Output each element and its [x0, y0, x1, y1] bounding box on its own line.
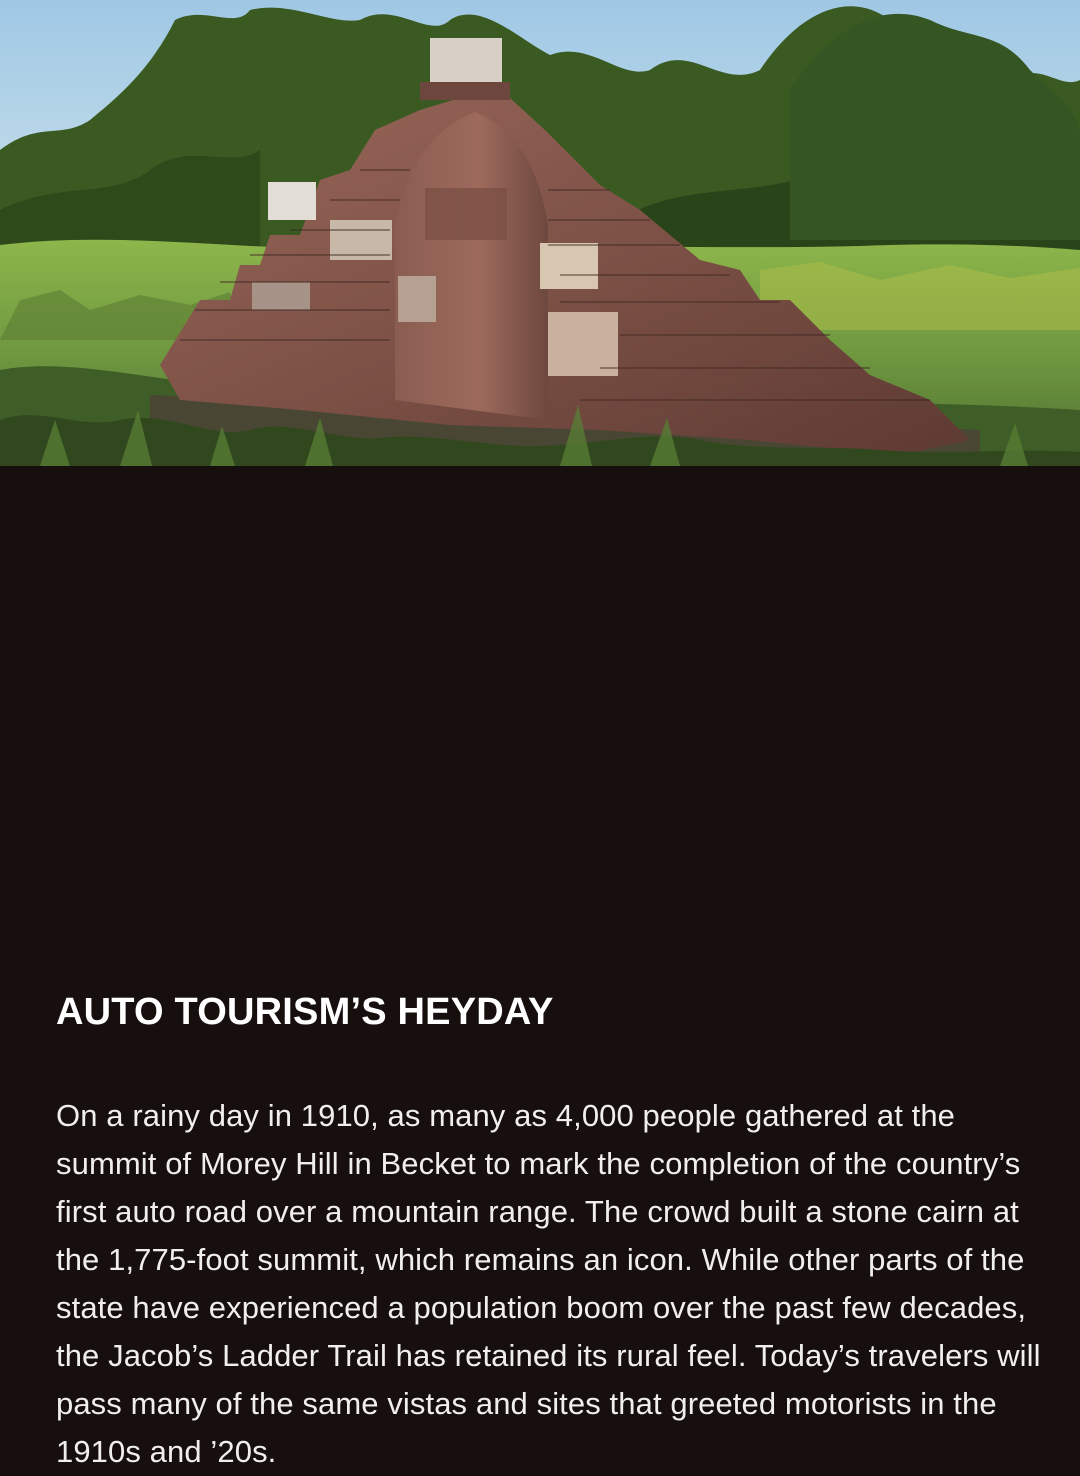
article-body: On a rainy day in 1910, as many as 4,000 people gathered at the summit of Morey Hill in Becket to mark the completion of the country’s first auto road over a mountain range. The crowd built a stone cairn at the 1,775-foot summit, which remains an icon. While other parts of the state have experienced a population boom over the past few decades, the Jacob’s Ladder Trail has retained its rural feel. Today’s travelers will pass many of the same vistas and sites that greeted motorists in the 1910s and ’20s. [56, 1098, 1041, 1469]
hero-image [0, 0, 1080, 466]
article-title: AUTO TOURISM’S HEYDAY [56, 991, 554, 1033]
article-panel [0, 466, 1080, 1469]
